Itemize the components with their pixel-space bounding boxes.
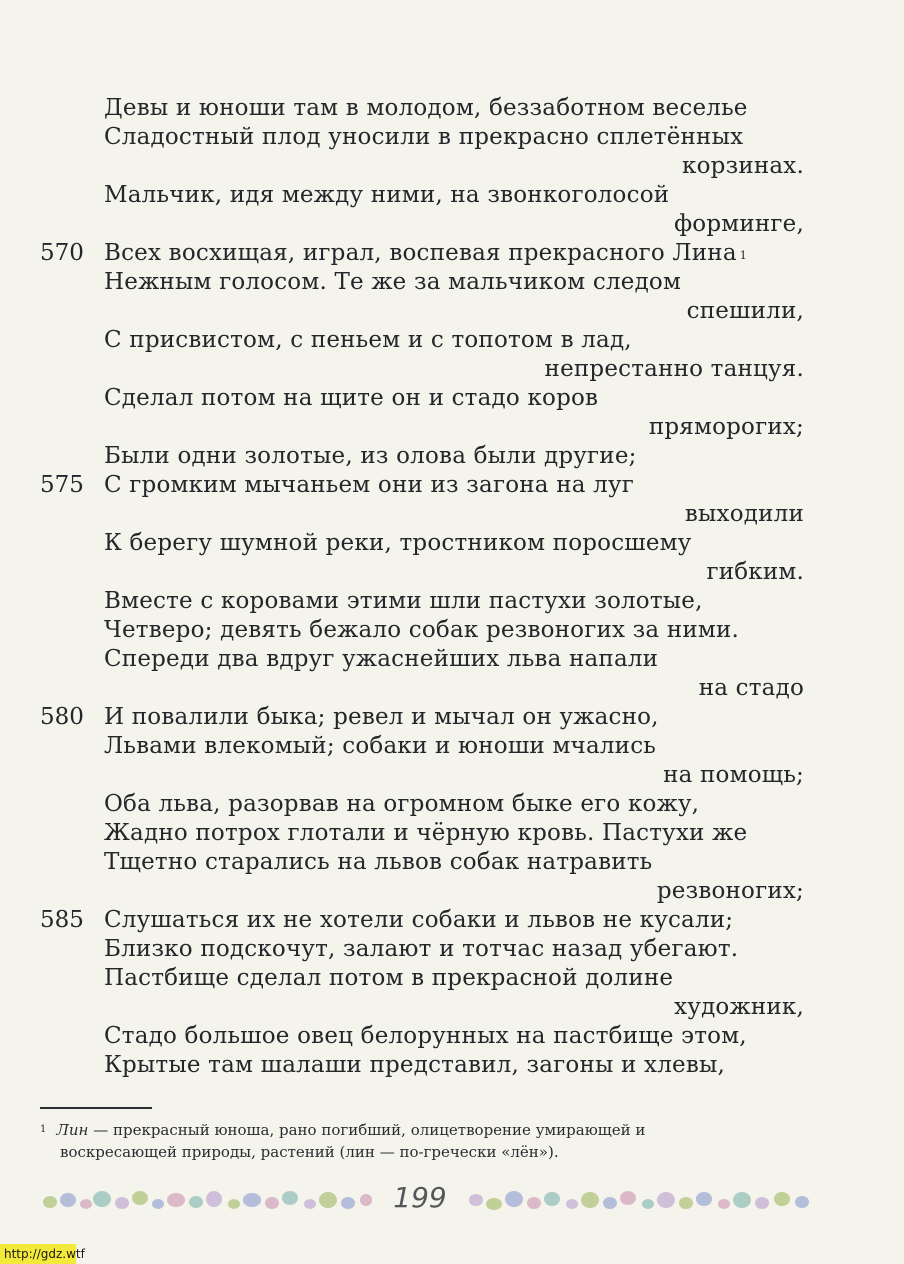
poem-line: Вместе с коровами этими шли пастухи золотые,: [104, 588, 703, 614]
poem-line-continuation: на стадо: [698, 675, 804, 701]
footnote-text: — прекрасный юноша, рано погибший, олицетворение умирающей и: [88, 1121, 646, 1139]
left-ornament-icon: [40, 1180, 380, 1220]
poem-line-continuation: художник,: [674, 994, 804, 1020]
poem-line: Сладостный плод уносили в прекрасно сплетённых: [104, 124, 744, 150]
line-number: 585: [40, 907, 84, 933]
poem-line: Тщетно старались на львов собак натравить: [104, 849, 653, 875]
poem-line: С присвистом, с пеньем и с топотом в лад,: [104, 327, 632, 353]
poem-line: Близко подскочут, залают и тотчас назад убегают.: [104, 936, 739, 962]
poem-line-text: Всех восхищая, играл, воспевая прекрасного Лина: [104, 240, 737, 266]
poem-line-continuation: спешили,: [686, 298, 804, 324]
poem-line: С громким мычаньем они из загона на луг: [104, 472, 634, 498]
poem-line: [104, 239, 747, 268]
poem-line: И повалили быка; ревел и мычал он ужасно,: [104, 704, 659, 730]
footnote-ref: 1: [739, 249, 747, 262]
poem-line: Слушаться их не хотели собаки и львов не кусали;: [104, 907, 734, 933]
poem-line-continuation: форминге,: [674, 211, 804, 237]
line-number: 575: [40, 472, 84, 498]
poem-line: Мальчик, идя между ними, на звонкоголосой: [104, 182, 670, 208]
poem-line-continuation: на помощь;: [663, 762, 804, 788]
page-number: 199: [393, 1181, 447, 1214]
poem-line: Львами влекомый; собаки и юноши мчались: [104, 733, 657, 759]
poem-line: Были одни золотые, из олова были другие;: [104, 443, 637, 469]
poem-line: Спереди два вдруг ужаснейших льва напали: [104, 646, 659, 672]
poem-line-continuation: непрестанно танцуя.: [544, 356, 804, 382]
poem-line-continuation: гибким.: [706, 559, 804, 585]
footnote-continuation: воскресающей природы, растений (лин — по-гречески «лён»).: [60, 1143, 559, 1161]
poem-line: Оба льва, разорвав на огромном быке его кожу,: [104, 791, 700, 817]
poem-line-continuation: корзинах.: [682, 153, 804, 179]
poem-line: К берегу шумной реки, тростником поросшему: [104, 530, 692, 556]
poem-line-continuation: выходили: [684, 501, 804, 527]
poem-line: Пастбище сделал потом в прекрасной долине: [104, 965, 674, 991]
line-number: 570: [40, 240, 84, 266]
footnote-mark: 1: [40, 1124, 47, 1135]
footnote: [40, 1118, 645, 1142]
poem-line: Жадно потрох глотали и чёрную кровь. Пастухи же: [104, 820, 748, 846]
poem-line: Крытые там шалаши представил, загоны и хлевы,: [104, 1052, 726, 1078]
footnote-divider: [40, 1107, 152, 1109]
poem-line: Четверо; девять бежало собак резвоногих за ними.: [104, 617, 740, 643]
poem-line: Стадо большое овец белорунных на пастбище этом,: [104, 1023, 747, 1049]
footnote-term: Лин: [56, 1121, 89, 1139]
poem-line: Сделал потом на щите он и стадо коров: [104, 385, 599, 411]
line-number: 580: [40, 704, 84, 730]
poem-line-continuation: пряморогих;: [648, 414, 804, 440]
poem-line: Нежным голосом. Те же за мальчиком следом: [104, 269, 682, 295]
poem-line-continuation: резвоногих;: [656, 878, 804, 904]
right-ornament-icon: [466, 1180, 816, 1220]
watermark-link[interactable]: http://gdz.wtf: [0, 1244, 76, 1264]
poem-line: Девы и юноши там в молодом, беззаботном веселье: [104, 95, 748, 121]
